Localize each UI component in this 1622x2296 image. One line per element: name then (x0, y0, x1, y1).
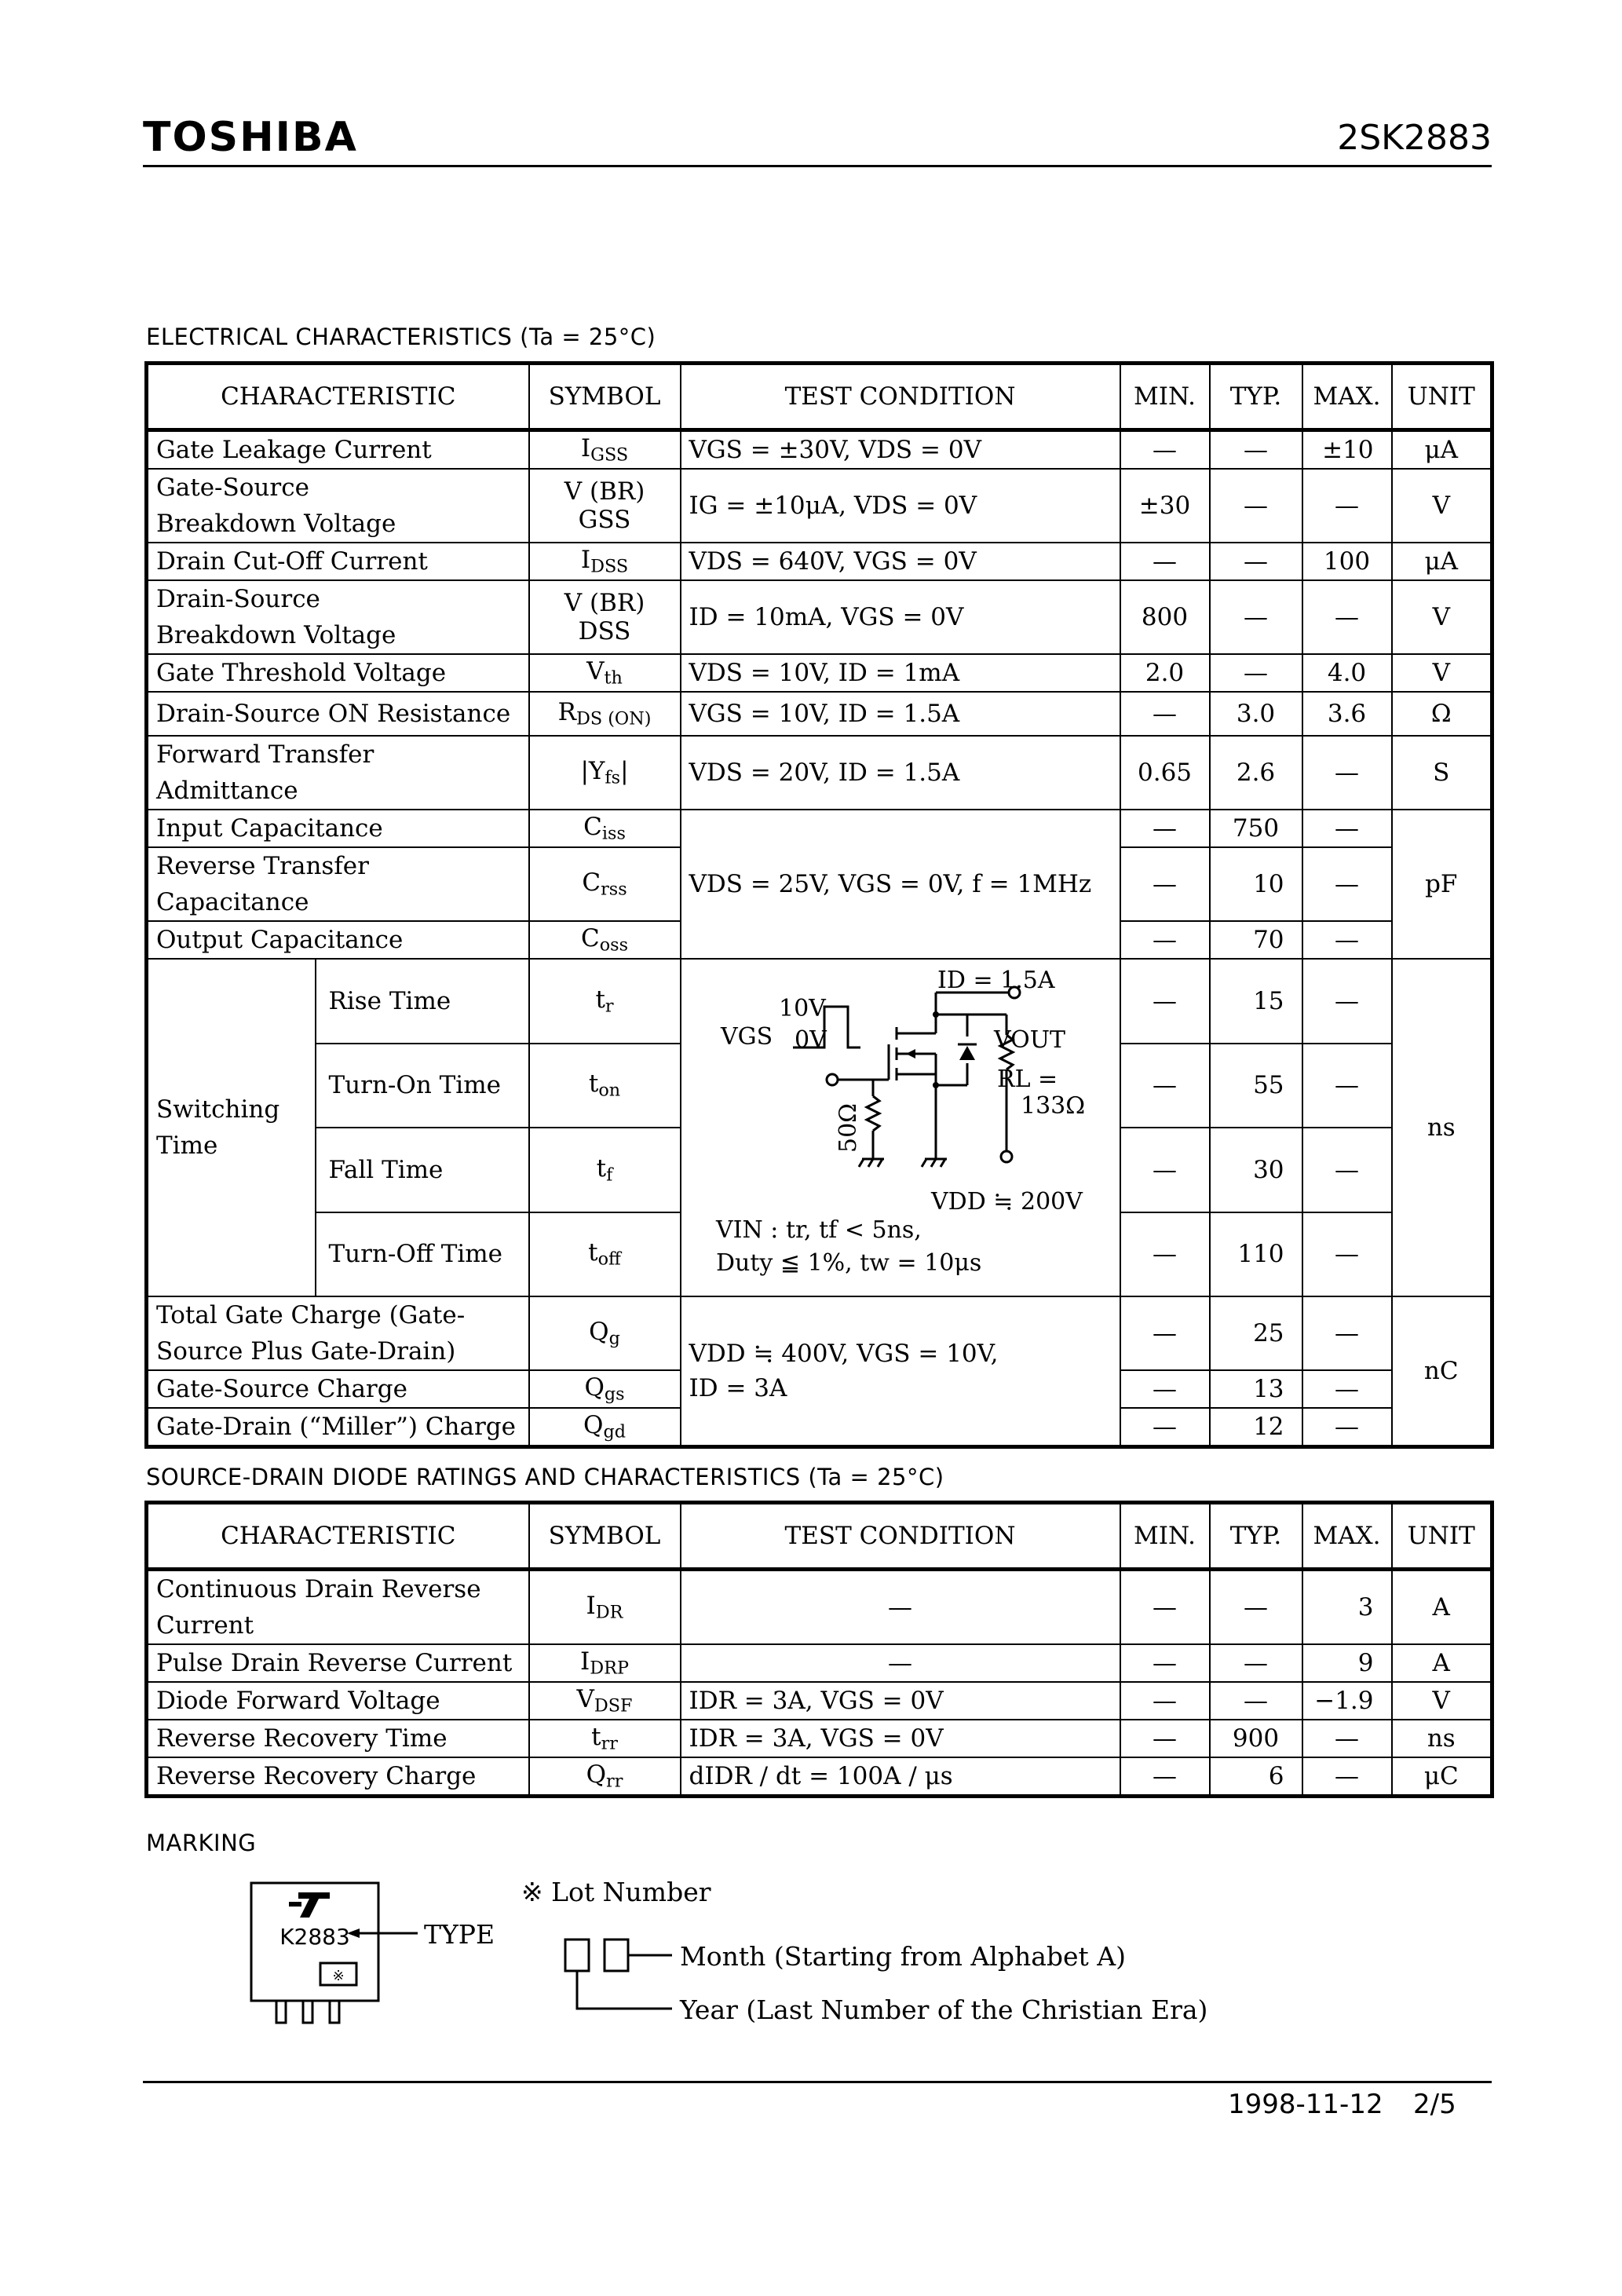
min-cell: — (1120, 1757, 1210, 1797)
v0-label: 0V (794, 1026, 827, 1054)
max-cell: — (1302, 1757, 1392, 1797)
condition-cell: VGS = ±30V, VDS = 0V (681, 430, 1120, 470)
typ-cell: — (1210, 580, 1302, 654)
col-unit: UNIT (1392, 1503, 1492, 1570)
col-min: MIN. (1120, 364, 1210, 430)
table-row (147, 1296, 1492, 1370)
diode-section-title: SOURCE-DRAIN DIODE RATINGS AND CHARACTERISTICS (Ta = 25°C) (146, 1464, 944, 1490)
typ-cell: 10 (1210, 847, 1302, 921)
char-cell: Diode Forward Voltage (147, 1682, 529, 1720)
col-test-condition: TEST CONDITION (681, 364, 1120, 430)
max-cell: — (1302, 847, 1392, 921)
condition-cell: VDS = 640V, VGS = 0V (681, 543, 1120, 580)
max-cell: — (1302, 580, 1392, 654)
min-cell: — (1120, 1720, 1210, 1757)
char-cell: Total Gate Charge (Gate- Source Plus Gate-Drain) (147, 1296, 529, 1370)
min-cell: — (1120, 1212, 1210, 1297)
brand-logo: TOSHIBA (143, 114, 358, 161)
type-label: TYPE (424, 1919, 495, 1950)
min-cell: — (1120, 810, 1210, 847)
typ-cell: 15 (1210, 959, 1302, 1044)
max-cell: 3 (1302, 1570, 1392, 1645)
char-cell: Input Capacitance (147, 810, 529, 847)
typ-cell: — (1210, 1682, 1302, 1720)
condition-cell: VDS = 20V, ID = 1.5A (681, 736, 1120, 810)
max-cell: −1.9 (1302, 1682, 1392, 1720)
symbol-cell: $Q_{gd}$ (529, 1408, 681, 1447)
rl-value-label: 133Ω (1020, 1092, 1085, 1120)
v10-label: 10V (778, 995, 826, 1022)
symbol-cell: V (BR) DSS (529, 580, 681, 654)
max-cell: — (1302, 921, 1392, 959)
symbol-cell: $V_{DSF}$ (529, 1682, 681, 1720)
char-cell: Output Capacitance (147, 921, 529, 959)
max-cell: — (1302, 1720, 1392, 1757)
max-cell: — (1302, 1044, 1392, 1128)
max-cell: — (1302, 959, 1392, 1044)
min-cell: — (1120, 1296, 1210, 1370)
switching-circuit-diagram (681, 960, 1118, 1296)
symbol-cell: V (BR) GSS (529, 469, 681, 543)
month-label: Month (Starting from Alphabet A) (680, 1941, 1126, 1972)
typ-cell: — (1210, 1570, 1302, 1645)
year-label: Year (Last Number of the Christian Era) (680, 1994, 1208, 2025)
char-cell: Reverse Transfer Capacitance (147, 847, 529, 921)
r50-label: 50Ω (834, 1102, 862, 1153)
max-cell: — (1302, 1212, 1392, 1297)
unit-cell: ns (1392, 959, 1492, 1296)
symbol-cell: $t_r$ (529, 959, 681, 1044)
typ-cell: 2.6 (1210, 736, 1302, 810)
symbol-cell: $I_{DSS}$ (529, 543, 681, 580)
lot-box-mark: ※ (332, 1968, 345, 1984)
table-row (147, 1757, 1492, 1797)
unit-cell: μA (1392, 430, 1492, 470)
typ-cell: 30 (1210, 1128, 1302, 1212)
max-cell: — (1302, 1370, 1392, 1408)
typ-cell: 12 (1210, 1408, 1302, 1447)
typ-cell: 900 (1210, 1720, 1302, 1757)
symbol-cell: $|Y_{fs}|$ (529, 736, 681, 810)
table-row (147, 1644, 1492, 1682)
typ-cell: — (1210, 543, 1302, 580)
char-cell: Gate-Source Charge (147, 1370, 529, 1408)
min-cell: — (1120, 1370, 1210, 1408)
min-cell: — (1120, 1408, 1210, 1447)
max-cell: — (1302, 736, 1392, 810)
symbol-cell: $C_{rss}$ (529, 847, 681, 921)
symbol-cell: $R_{DS (ON)}$ (529, 692, 681, 736)
condition-cell: IDR = 3A, VGS = 0V (681, 1720, 1120, 1757)
table-header-row (147, 364, 1492, 430)
condition-cell: dIDR / dt = 100A / μs (681, 1757, 1120, 1797)
condition-cell: — (681, 1570, 1120, 1645)
max-cell: 9 (1302, 1644, 1392, 1682)
unit-cell: ns (1392, 1720, 1492, 1757)
char-cell: Reverse Recovery Time (147, 1720, 529, 1757)
table-row (147, 810, 1492, 847)
min-cell: — (1120, 692, 1210, 736)
table-row (147, 469, 1492, 543)
resistor-50-ohm (867, 1096, 879, 1131)
vout-label: VOUT (993, 1026, 1065, 1054)
unit-cell: S (1392, 736, 1492, 810)
part-number: 2SK2883 (1337, 118, 1492, 158)
id-label: ID = 1.5A (937, 967, 1055, 994)
max-cell: 4.0 (1302, 654, 1392, 692)
char-cell: Continuous Drain Reverse Current (147, 1570, 529, 1645)
lot-digit-box (605, 1940, 628, 1971)
package-lead (330, 2001, 339, 2023)
col-min: MIN. (1120, 1503, 1210, 1570)
unit-cell: V (1392, 1682, 1492, 1720)
unit-cell: V (1392, 654, 1492, 692)
col-test-condition: TEST CONDITION (681, 1503, 1120, 1570)
symbol-cell: $Q_g$ (529, 1296, 681, 1370)
symbol-cell: $C_{iss}$ (529, 810, 681, 847)
max-cell: — (1302, 1296, 1392, 1370)
char-cell: Forward Transfer Admittance (147, 736, 529, 810)
char-cell: Drain Cut-Off Current (147, 543, 529, 580)
min-cell: — (1120, 1682, 1210, 1720)
col-symbol: SYMBOL (529, 364, 681, 430)
typ-cell: 70 (1210, 921, 1302, 959)
max-cell: — (1302, 1128, 1392, 1212)
char-cell: Gate Leakage Current (147, 430, 529, 470)
gate-terminal (827, 1074, 838, 1085)
char-cell: Fall Time (316, 1128, 529, 1212)
char-cell: Turn-On Time (316, 1044, 529, 1128)
symbol-cell: $I_{DRP}$ (529, 1644, 681, 1682)
col-typ: TYP. (1210, 364, 1302, 430)
unit-cell: Ω (1392, 692, 1492, 736)
char-cell: Gate Threshold Voltage (147, 654, 529, 692)
switching-time-label: Switching Time (147, 959, 316, 1296)
max-cell: 100 (1302, 543, 1392, 580)
unit-cell: V (1392, 469, 1492, 543)
table-row (147, 1570, 1492, 1645)
unit-cell: V (1392, 580, 1492, 654)
char-cell: Pulse Drain Reverse Current (147, 1644, 529, 1682)
col-typ: TYP. (1210, 1503, 1302, 1570)
symbol-cell: $t_{rr}$ (529, 1720, 681, 1757)
typ-cell: 750 (1210, 810, 1302, 847)
table-row (147, 692, 1492, 736)
table-row (147, 580, 1492, 654)
char-cell: Reverse Recovery Charge (147, 1757, 529, 1797)
symbol-cell: $Q_{gs}$ (529, 1370, 681, 1408)
col-characteristic: CHARACTERISTIC (147, 364, 529, 430)
toshiba-mark-icon (289, 1892, 330, 1918)
min-cell: 0.65 (1120, 736, 1210, 810)
min-cell: — (1120, 921, 1210, 959)
char-cell: Drain-Source ON Resistance (147, 692, 529, 736)
table-row (147, 1682, 1492, 1720)
typ-cell: — (1210, 1644, 1302, 1682)
symbol-cell: $Q_{rr}$ (529, 1757, 681, 1797)
condition-cell: IDR = 3A, VGS = 0V (681, 1682, 1120, 1720)
min-cell: 800 (1120, 580, 1210, 654)
symbol-cell: $I_{GSS}$ (529, 430, 681, 470)
table-row (147, 430, 1492, 470)
footer-date: 1998-11-12 (1228, 2089, 1383, 2120)
char-cell: Rise Time (316, 959, 529, 1044)
marking-section-title: MARKING (146, 1830, 257, 1856)
char-cell: Gate-Source Breakdown Voltage (147, 469, 529, 543)
condition-cell: VDD ≒ 400V, VGS = 10V, ID = 3A (681, 1296, 1120, 1447)
typ-cell: — (1210, 430, 1302, 470)
electrical-section-title: ELECTRICAL CHARACTERISTICS (Ta = 25°C) (146, 324, 656, 350)
condition-cell: ID = 10mA, VGS = 0V (681, 580, 1120, 654)
table-header-row (147, 1503, 1492, 1570)
table-row (147, 736, 1492, 810)
unit-cell: nC (1392, 1296, 1492, 1447)
footer-page-number: 2/5 (1413, 2089, 1456, 2120)
footer-rule (143, 2081, 1492, 2083)
electrical-characteristics-table (144, 361, 1494, 1449)
min-cell: ±30 (1120, 469, 1210, 543)
min-cell: — (1120, 1044, 1210, 1128)
symbol-cell: $I_{DR}$ (529, 1570, 681, 1645)
package-lead (276, 2001, 286, 2023)
table-row (147, 654, 1492, 692)
min-cell: — (1120, 847, 1210, 921)
lot-digit-box (565, 1940, 589, 1971)
typ-cell: 3.0 (1210, 692, 1302, 736)
symbol-cell: $V_{th}$ (529, 654, 681, 692)
unit-cell: μC (1392, 1757, 1492, 1797)
symbol-cell: $t_{off}$ (529, 1212, 681, 1297)
vgs-label: VGS (720, 1023, 773, 1051)
max-cell: ±10 (1302, 430, 1392, 470)
col-symbol: SYMBOL (529, 1503, 681, 1570)
min-cell: — (1120, 430, 1210, 470)
device-marking-text: K2883 (279, 1924, 350, 1950)
condition-cell: VDS = 10V, ID = 1mA (681, 654, 1120, 692)
vdd-label: VDD ≒ 200V (930, 1188, 1083, 1216)
char-cell: Drain-Source Breakdown Voltage (147, 580, 529, 654)
package-lead (303, 2001, 312, 2023)
table-row (147, 1720, 1492, 1757)
max-cell: — (1302, 810, 1392, 847)
max-cell: 3.6 (1302, 692, 1392, 736)
symbol-cell: $t_{on}$ (529, 1044, 681, 1128)
col-characteristic: CHARACTERISTIC (147, 1503, 529, 1570)
symbol-cell: $C_{oss}$ (529, 921, 681, 959)
unit-cell: A (1392, 1644, 1492, 1682)
char-cell: Gate-Drain (“Miller”) Charge (147, 1408, 529, 1447)
switching-test-circuit (681, 959, 1120, 1296)
source-drain-diode-table (144, 1501, 1494, 1798)
typ-cell: 25 (1210, 1296, 1302, 1370)
table-row (147, 959, 1492, 1044)
vdd-terminal (1001, 1151, 1012, 1162)
min-cell: — (1120, 543, 1210, 580)
typ-cell: — (1210, 469, 1302, 543)
header-rule (143, 165, 1492, 167)
col-unit: UNIT (1392, 364, 1492, 430)
min-cell: — (1120, 1128, 1210, 1212)
condition-cell: — (681, 1644, 1120, 1682)
lot-number-label: ※ Lot Number (521, 1877, 711, 1907)
min-cell: — (1120, 959, 1210, 1044)
unit-cell: μA (1392, 543, 1492, 580)
min-cell: — (1120, 1644, 1210, 1682)
condition-cell: VDS = 25V, VGS = 0V, f = 1MHz (681, 810, 1120, 959)
symbol-cell: $t_f$ (529, 1128, 681, 1212)
typ-cell: 13 (1210, 1370, 1302, 1408)
typ-cell: — (1210, 654, 1302, 692)
body-diode (959, 1046, 975, 1060)
typ-cell: 110 (1210, 1212, 1302, 1297)
condition-cell: IG = ±10μA, VDS = 0V (681, 469, 1120, 543)
min-cell: — (1120, 1570, 1210, 1645)
max-cell: — (1302, 469, 1392, 543)
vin-note: VIN : tr, tf < 5ns, (715, 1216, 922, 1244)
duty-note: Duty ≦ 1%, tw = 10μs (715, 1249, 981, 1277)
typ-cell: 55 (1210, 1044, 1302, 1128)
char-cell: Turn-Off Time (316, 1212, 529, 1297)
unit-cell: A (1392, 1570, 1492, 1645)
rl-label: RL = (996, 1066, 1058, 1093)
marking-diagram (141, 1861, 1319, 2049)
condition-cell: VGS = 10V, ID = 1.5A (681, 692, 1120, 736)
typ-cell: 6 (1210, 1757, 1302, 1797)
table-row (147, 543, 1492, 580)
unit-cell: pF (1392, 810, 1492, 959)
max-cell: — (1302, 1408, 1392, 1447)
col-max: MAX. (1302, 364, 1392, 430)
min-cell: 2.0 (1120, 654, 1210, 692)
col-max: MAX. (1302, 1503, 1392, 1570)
